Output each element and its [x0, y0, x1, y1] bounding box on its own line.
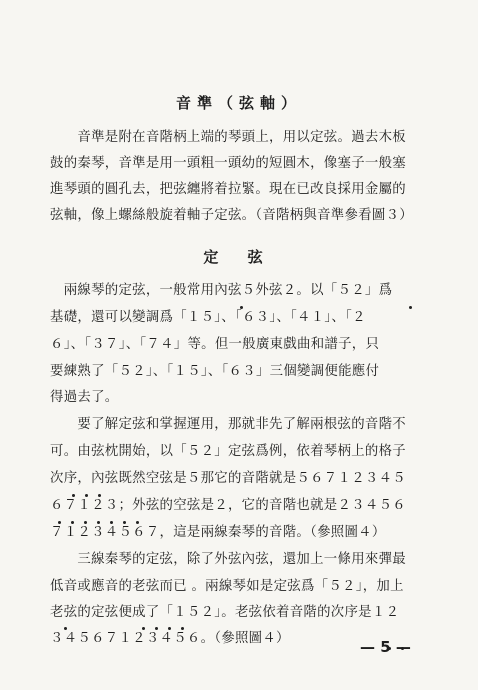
octave-dot — [155, 627, 158, 630]
octave-dot — [64, 627, 67, 630]
paragraph-line: 要了解定弦和掌握運用，那就非先了解兩根弦的音階不 — [50, 417, 406, 432]
paragraph-line: ６」、「３７」、「７４」等。但一般廣東戲曲和譜子，只 — [50, 337, 380, 352]
octave-dot — [142, 627, 145, 630]
paragraph-line: 基礎，還可以變調爲「１５」、「６３」、「４１」、「２ — [50, 310, 366, 325]
paragraph-line: 可。由弦枕開始，以「５２」定弦爲例，依着琴柄上的格子 — [50, 444, 406, 459]
paragraph-line: 次序，內弦既然空弦是５那它的音階就是５６７１２３４５ — [50, 471, 406, 486]
octave-dot — [98, 494, 101, 497]
octave-dot — [58, 521, 61, 524]
paragraph-line: 老弦的定弦便成了「１５２」。老弦依着音階的次序是１２ — [50, 605, 400, 620]
paragraph-line: 鼓的秦琴，音準是用一頭粗一頭幼的短圓木，像塞子一般塞 — [50, 156, 406, 171]
octave-dot — [97, 521, 100, 524]
octave-dot — [71, 521, 74, 524]
octave-dot — [168, 627, 171, 630]
section-heading-tuning: 定 弦 — [203, 248, 275, 266]
paragraph-line: ３４５６７１２３４５６。（參照圖４） — [50, 631, 290, 646]
paragraph-line: ７１２３４５６７，這是兩線秦琴的音階。（參照圖４） — [50, 525, 386, 540]
paragraph-line: 三線秦琴的定弦，除了外弦內弦，還加上一條用來彈最 — [50, 552, 406, 567]
paragraph-line: 要練熟了「５２」、「１５」、「６３」三個變調便能應付 — [50, 364, 380, 379]
octave-dot — [110, 521, 113, 524]
paragraph-line: 低音或應音的老弦而已 。兩線琴如是定弦爲「５２」，加上 — [50, 579, 404, 594]
paragraph-line: 音準是附在音階柄上端的琴頭上，用以定弦。過去木板 — [50, 130, 406, 145]
octave-dot — [123, 521, 126, 524]
octave-dot — [409, 306, 412, 309]
paragraph-line: 得過去了。 — [50, 390, 119, 405]
paragraph-line: 兩線琴的定弦，一般常用內弦５外弦２。以「５２」爲 — [50, 283, 393, 298]
octave-dot — [181, 627, 184, 630]
octave-dot — [84, 521, 87, 524]
page-number: — 5 — — [360, 638, 411, 656]
section-heading-tuning-pegs: 音準（弦軸） — [175, 94, 302, 112]
octave-dot — [240, 306, 243, 309]
octave-dot — [136, 521, 139, 524]
paragraph-line: ６７１２３；外弦的空弦是２，它的音階也就是２３４５６ — [50, 498, 406, 513]
paragraph-line: 弦軸，像上螺絲般旋着軸子定弦。（音階柄與音準參看圖３） — [50, 208, 413, 223]
paragraph-line: 進琴頭的圓孔去，把弦纏將着拉緊。現在已改良採用金屬的 — [50, 182, 406, 197]
octave-dot — [85, 494, 88, 497]
octave-dot — [72, 494, 75, 497]
